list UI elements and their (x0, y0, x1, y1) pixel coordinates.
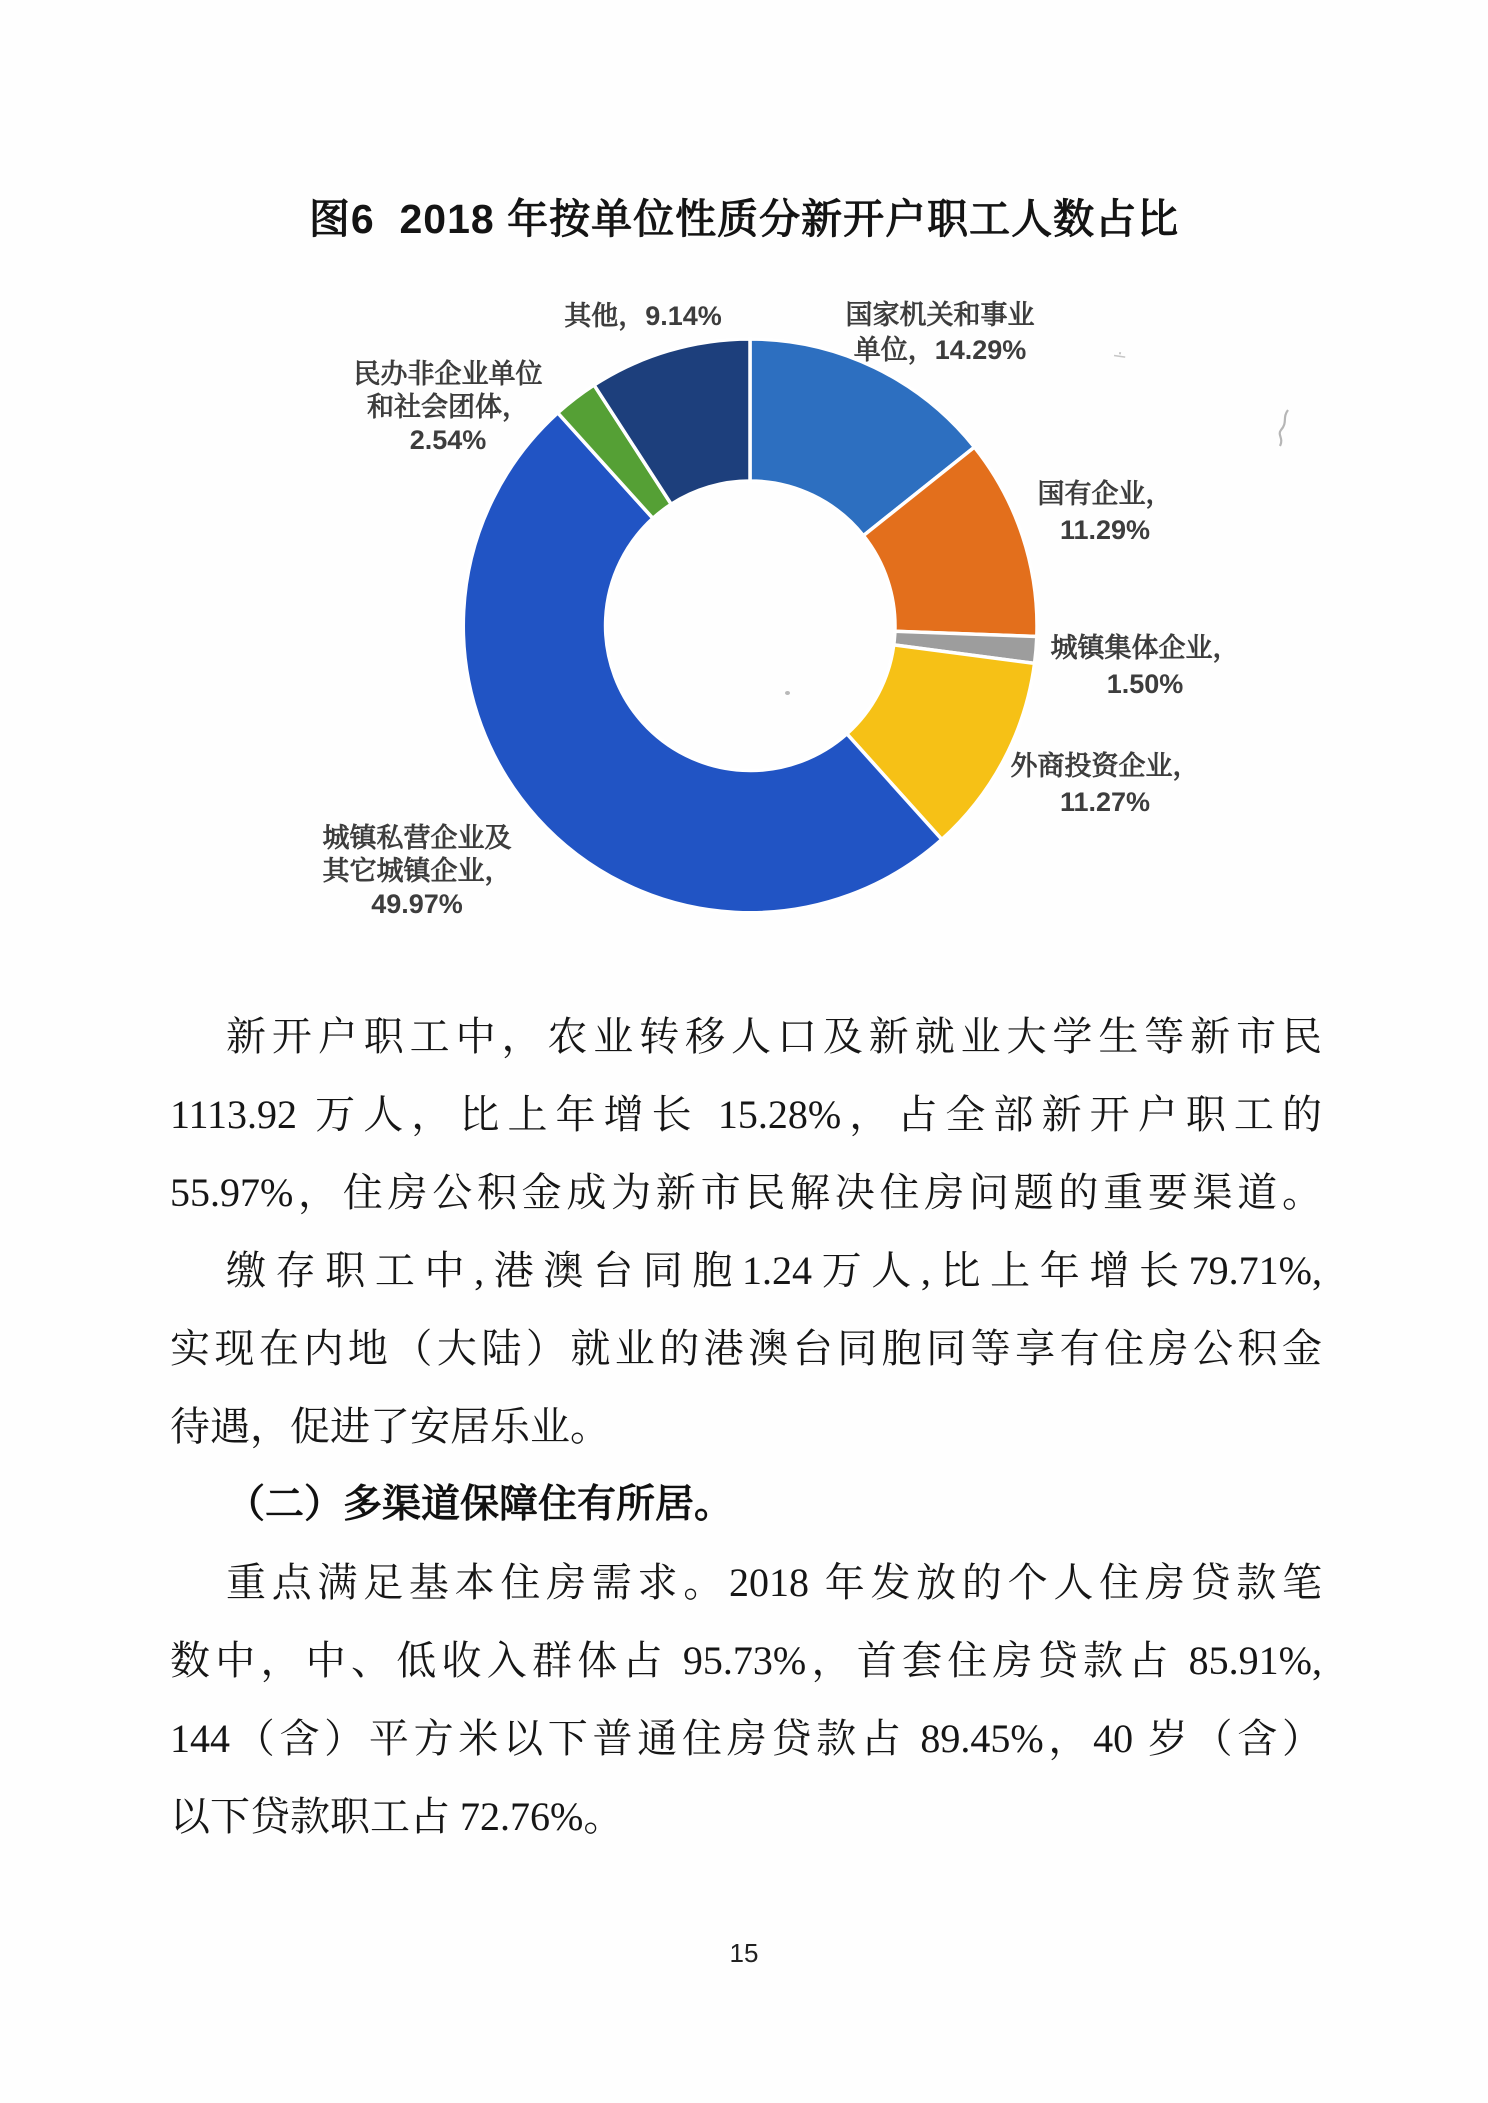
paragraph-line: 以下贷款职工占 72.76%。 (170, 1794, 624, 1839)
slice-label-collective (1015, 630, 1275, 702)
slice-label-line: 49.97% (371, 889, 463, 919)
slice-label-line: 民办非企业单位 (353, 359, 543, 389)
slice-label-line: 其他，9.14% (564, 301, 722, 331)
paragraph-line: 数中，中、低收入群体占 95.73%，首套住房贷款占 85.91%, (170, 1638, 1322, 1683)
paragraph-line: 实现在内地（大陆）就业的港澳台同胞同等享有住房公积金 (170, 1326, 1322, 1371)
figure-title: 图6 2018 年按单位性质分新开户职工人数占比 (308, 196, 1180, 242)
scan-artifact: ∸ (1110, 344, 1129, 368)
paragraph-line: 1113.92 万人，比上年增长 15.28%，占全部新开户职工的 (170, 1092, 1322, 1137)
slice-label-line: 国有企业， (1037, 479, 1173, 509)
slice-label-line: 其它城镇企业， (322, 856, 512, 886)
slice-label-foreign (970, 748, 1240, 820)
paragraph-line: 55.97%，住房公积金成为新市民解决住房问题的重要渠道。 (170, 1170, 1322, 1215)
slice-label-line: 11.27% (1059, 787, 1151, 817)
paragraph-line: 待遇，促进了安居乐业。 (170, 1404, 610, 1449)
slice-label-other (533, 299, 753, 333)
paragraph-line: 重点满足基本住房需求。2018 年发放的个人住房贷款笔 (226, 1560, 1322, 1605)
paragraph-line: 144（含）平方米以下普通住房贷款占 89.45%，40 岁（含） (170, 1716, 1322, 1761)
slice-label-nonprofit (318, 358, 578, 457)
slice-label-state-owned (995, 476, 1215, 548)
slice-label-line: 外商投资企业， (1010, 751, 1200, 781)
slice-label-line: 城镇私营企业及 (322, 823, 512, 853)
donut-chart-svg (0, 250, 1488, 990)
slice-label-line: 1.50% (1106, 669, 1184, 699)
paragraph-line: 新开户职工中，农业转移人口及新就业大学生等新市民 (226, 1014, 1322, 1059)
donut-chart (0, 250, 1488, 990)
paragraph-line: 缴存职工中,港澳台同胞1.24万人,比上年增长79.71%, (226, 1248, 1322, 1293)
slice-label-line: 城镇集体企业， (1050, 633, 1240, 663)
slice-label-line: 和社会团体， (367, 392, 529, 422)
slice-label-line: 单位，14.29% (853, 335, 1027, 365)
slice-label-private (287, 822, 547, 921)
section-heading: （二）多渠道保障住有所居。 (226, 1483, 734, 1526)
slice-label-line: 国家机关和事业 (845, 300, 1035, 330)
body-text (170, 998, 1322, 1856)
slice-label-line: 11.29% (1059, 515, 1151, 545)
slice-label-state-organs (810, 298, 1070, 368)
slice-label-line: 2.54% (409, 425, 487, 455)
page-number: 15 (729, 1938, 759, 1968)
